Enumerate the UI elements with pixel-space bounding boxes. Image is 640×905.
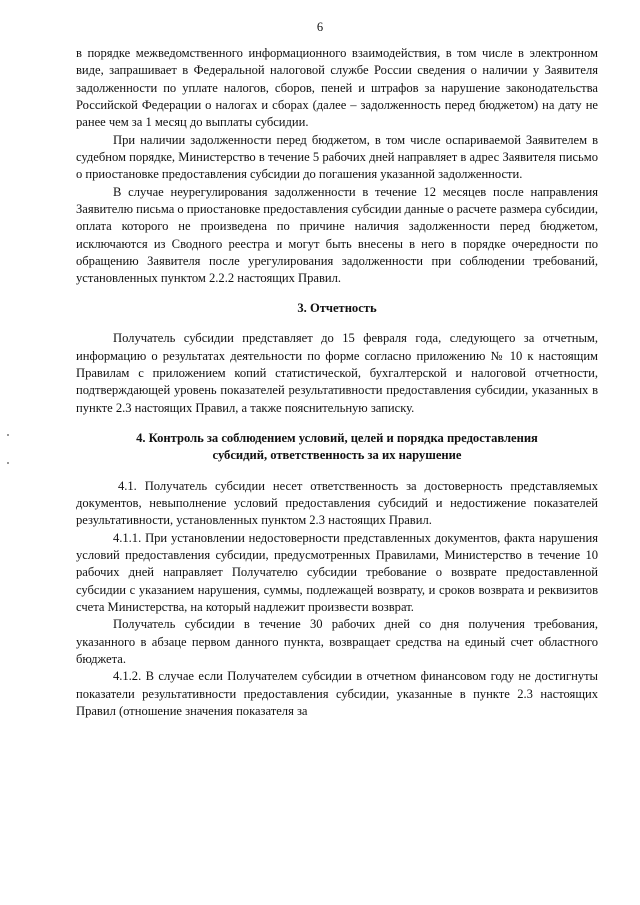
paragraph-reporting: Получатель субсидии представляет до 15 февраля года, следующего за отчетным, информацию о результатах деятельности по форме согласно приложению № 10 к настоящим Правилам с приложением копий статистической, бухгалтерской и налоговой отчетности, подтверждающей уровень показателей результативности предоставления субсидии, указанных в пункте 2.3 настоящих Правил, а также пояснительную записку. (76, 331, 598, 415)
scan-speck (7, 434, 9, 436)
paragraph-4-1: 4.1. Получатель субсидии несет ответственность за достоверность представляемых документов, невыполнение условий предоставления субсидий и недостижение показателей результативности, установленных пунктом 2.3 настоящих Правил. (76, 478, 598, 528)
paragraph-tax-debt-request: в порядке межведомственного информационного взаимодействия, в том числе в электронном виде, запрашивает в Федеральной налоговой службе России сведения о наличии у Заявителя задолженности по уплате налогов, сборов, пеней и штрафов за нарушение законодательства Российской Федерации о налогах и сборах (далее – задолженность перед бюджетом) на дату не ранее чем за 1 месяц до выплаты субсидии. (76, 46, 598, 130)
paragraph-refund-deadline: Получатель субсидии в течение 30 рабочих дней со дня получения требования, указанного в абзаце первом данного пункта, возвращает средства на единый счет областного бюджета. (76, 617, 598, 666)
document-body (76, 45, 598, 720)
page-number: 6 (316, 20, 324, 34)
scan-speck (7, 462, 9, 464)
section-heading-control-line2: субсидий, ответственность за их нарушение (212, 448, 462, 463)
section-heading-control-line1: 4. Контроль за соблюдением условий, целей и порядка предоставления (136, 430, 538, 445)
paragraph-debt-suspension: При наличии задолженности перед бюджетом, в том числе оспариваемой Заявителем в судебном порядке, Министерство в течение 5 рабочих дней направляет в адрес Заявителя письмо о приостановке предоставления субсидии до погашения указанной задолженности. (76, 132, 598, 182)
paragraph-4-1-1: 4.1.1. При установлении недостоверности представленных документов, факта нарушения условий предоставления субсидии, предусмотренных Правилами, Министерство в течение 10 рабочих дней направляет Получателю субсидии требование о возврате предоставленной субсидии с указанием нарушения, суммы, подлежащей возврату, и сроков возврата и реквизитов счета Министерства, на который надлежит произвести возврат. (76, 530, 598, 614)
section-heading-control (76, 430, 598, 465)
section-heading-reporting: 3. Отчетность (297, 300, 377, 315)
paragraph-4-1-2: 4.1.2. В случае если Получателем субсидии в отчетном финансовом году не достигнуты показатели результативности предоставления субсидии, указанные в пункте 2.3 настоящих Правил (отношение значения показателя за (76, 669, 598, 719)
paragraph-debt-unresolved: В случае неурегулирования задолженности в течение 12 месяцев после направления Заявителю письма о приостановке предоставления субсидии данные о расчете размера субсидии, оплата которого не произведена по причине наличия задолженности перед бюджетом, исключаются из Сводного реестра и могут быть внесены в него в порядке очередности по обращению Заявителя после урегулирования задолженности при соблюдении требований, установленных пунктом 2.2.2 настоящих Правил. (76, 184, 598, 286)
